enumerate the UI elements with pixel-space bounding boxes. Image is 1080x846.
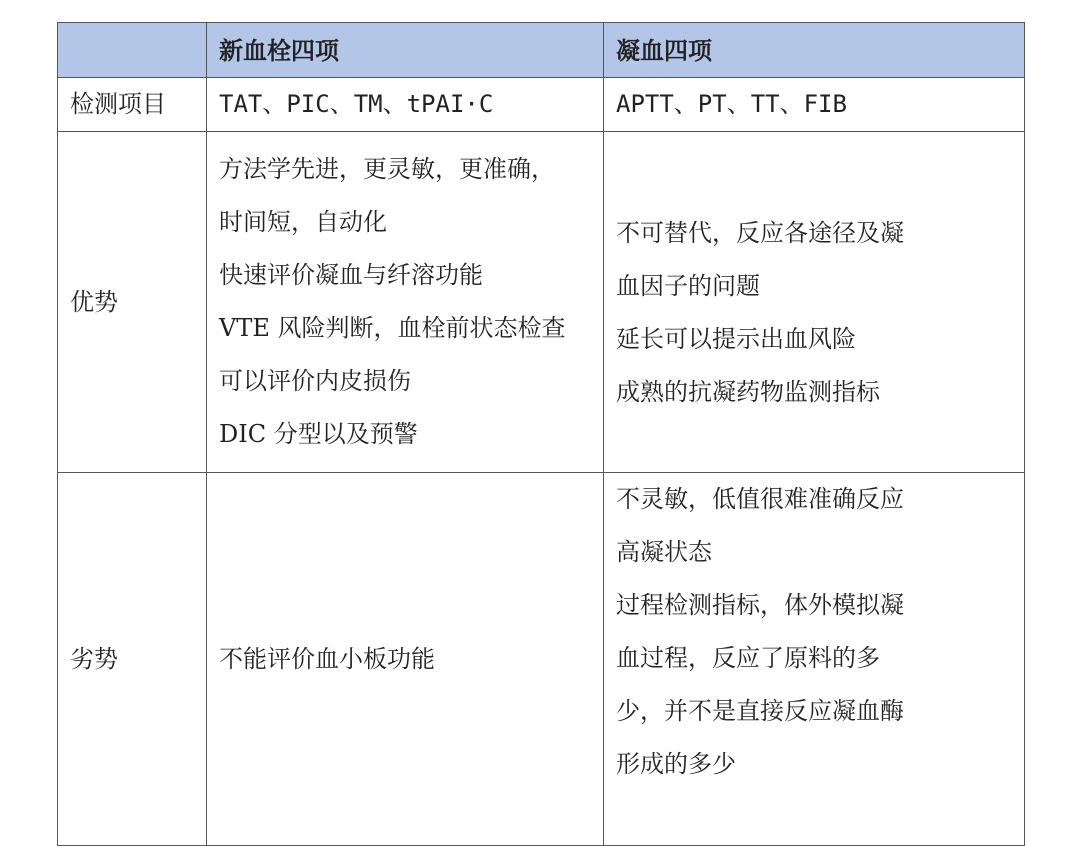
disadvantage-new-thrombosis: 不能评价血小板功能: [207, 473, 604, 846]
advantage-line: 成熟的抗凝药物监测指标: [616, 378, 880, 406]
table-row-advantage: [58, 132, 1025, 473]
table-row-disadvantage: [58, 473, 1025, 846]
advantage-line: VTE 风险判断，血栓前状态检查: [219, 314, 566, 342]
advantage-line: DIC 分型以及预警: [219, 420, 418, 448]
header-corner-cell: [58, 23, 207, 78]
disadvantage-line: 少，并不是直接反应凝血酶: [616, 697, 904, 725]
advantage-line: 血因子的问题: [616, 272, 760, 300]
advantage-line: 可以评价内皮损伤: [219, 367, 411, 395]
header-coagulation-four: 凝血四项: [604, 23, 1025, 78]
advantage-line: 时间短，自动化: [219, 208, 387, 236]
advantage-new-thrombosis: [207, 132, 604, 473]
disadvantage-line: 过程检测指标，体外模拟凝: [616, 591, 904, 619]
disadvantage-line: 形成的多少: [616, 750, 736, 778]
disadvantage-line: 不灵敏，低值很难准确反应: [616, 485, 904, 513]
comparison-table: [57, 22, 1025, 846]
advantage-coagulation: [604, 132, 1025, 473]
advantage-line: 快速评价凝血与纤溶功能: [219, 261, 483, 289]
advantage-line: 延长可以提示出血风险: [616, 325, 856, 353]
header-new-thrombosis-four: 新血栓四项: [207, 23, 604, 78]
advantage-line: 不可替代，反应各途径及凝: [616, 219, 904, 247]
advantage-line: 方法学先进，更灵敏，更准确，: [219, 155, 555, 183]
test-items-coagulation: APTT、PT、TT、FIB: [604, 78, 1025, 132]
row-label-test-items: 检测项目: [58, 78, 207, 132]
test-items-new-thrombosis: TAT、PIC、TM、tPAI·C: [207, 78, 604, 132]
table-row-test-items: [58, 78, 1025, 132]
disadvantage-line: 高凝状态: [616, 538, 712, 566]
table-header-row: [58, 23, 1025, 78]
disadvantage-coagulation: [604, 473, 1025, 846]
row-label-advantage: 优势: [58, 132, 207, 473]
disadvantage-line: 血过程，反应了原料的多: [616, 644, 880, 672]
row-label-disadvantage: 劣势: [58, 473, 207, 846]
